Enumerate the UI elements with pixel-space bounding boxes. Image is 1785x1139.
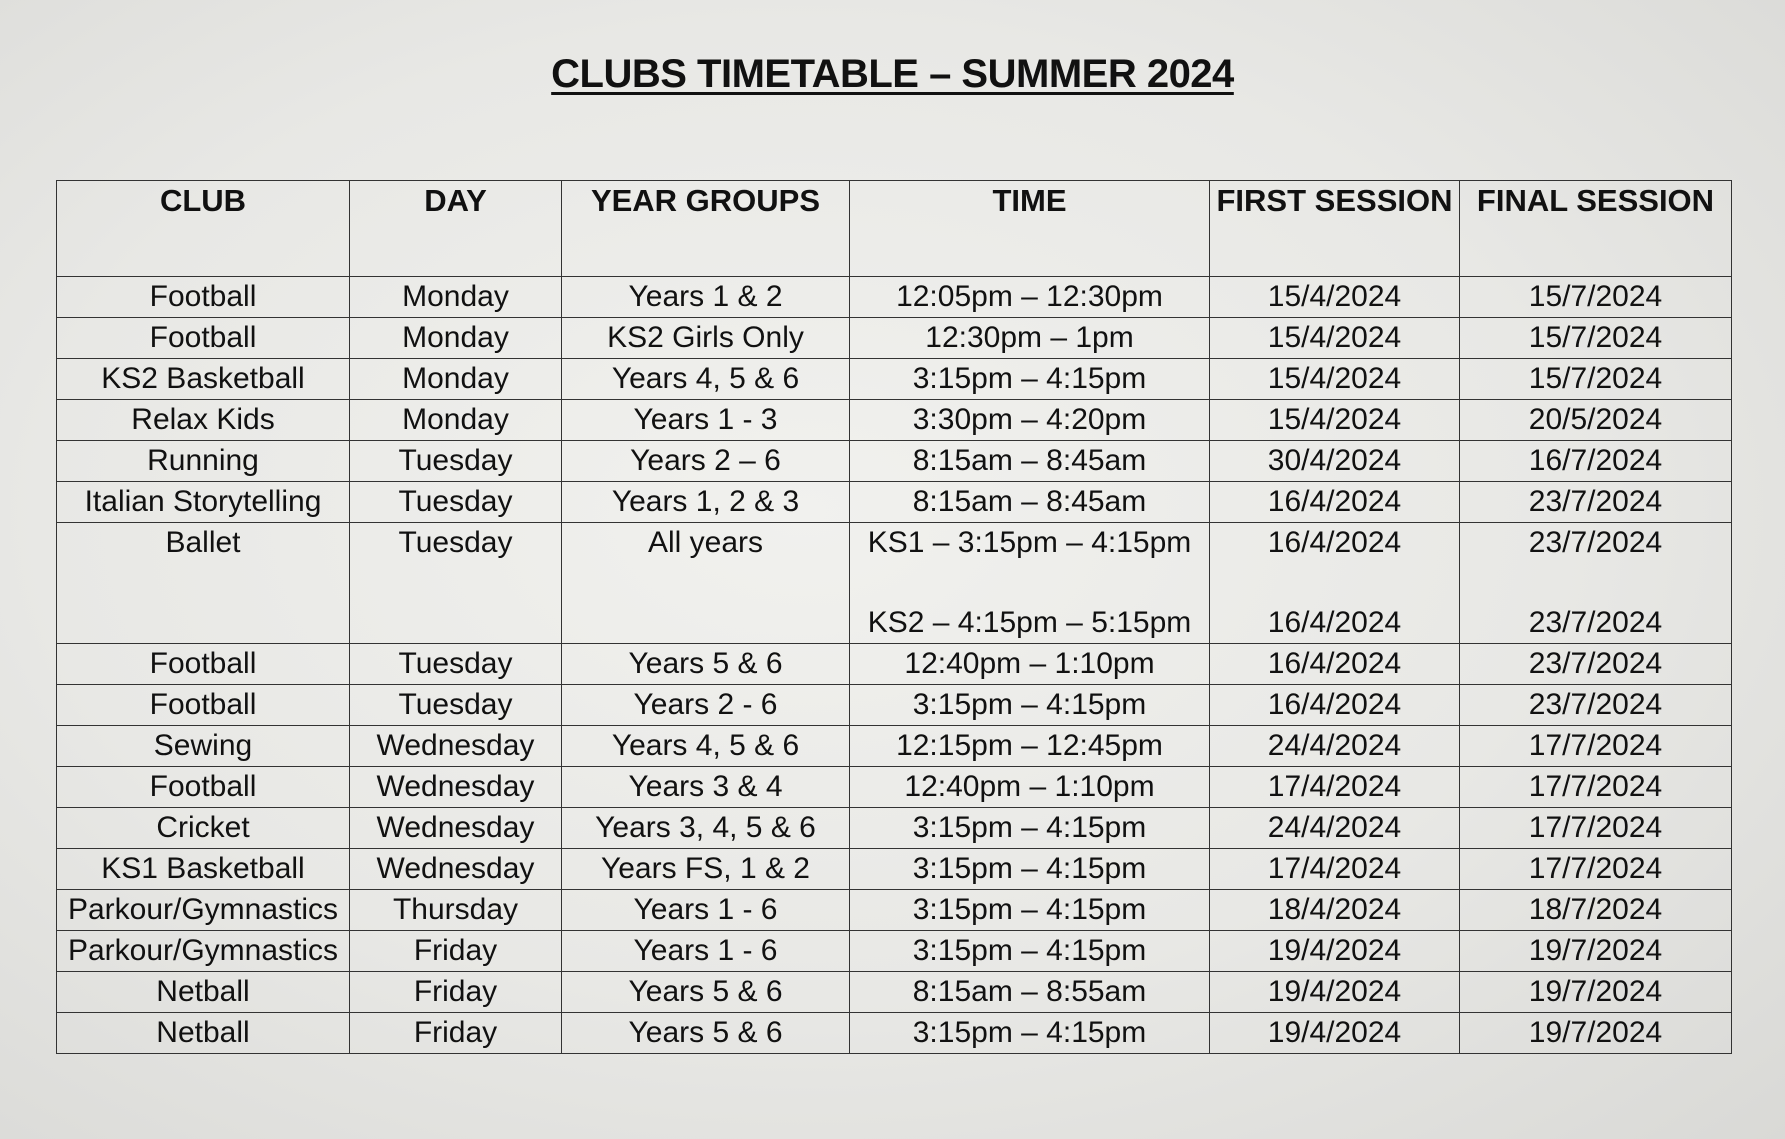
- cell-time: 3:30pm – 4:20pm: [850, 400, 1210, 441]
- cell-final-session: 18/7/2024: [1460, 890, 1732, 931]
- ballet-day: Tuesday: [398, 526, 513, 559]
- cell-day: Thursday: [350, 890, 562, 931]
- cell-day: Tuesday: [350, 482, 562, 523]
- cell-year-groups: Years 1 - 3: [562, 400, 850, 441]
- ballet-time-ks2: KS2 – 4:15pm – 5:15pm: [867, 606, 1192, 639]
- cell-club: Netball: [57, 972, 350, 1013]
- cell-time: 12:30pm – 1pm: [850, 318, 1210, 359]
- cell-day: Tuesday: [350, 685, 562, 726]
- cell-club: Netball: [57, 1013, 350, 1054]
- cell-final-session: 15/7/2024: [1460, 318, 1732, 359]
- cell-club: Parkour/Gymnastics: [57, 931, 350, 972]
- table-row: [57, 644, 1732, 685]
- table-row: [57, 808, 1732, 849]
- cell-year-groups: [562, 523, 850, 644]
- cell-final-session: 23/7/2024: [1460, 685, 1732, 726]
- ballet-final-ks1: 23/7/2024: [1528, 526, 1663, 559]
- cell-time: 3:15pm – 4:15pm: [850, 931, 1210, 972]
- table-row: [57, 767, 1732, 808]
- cell-first-session: 15/4/2024: [1210, 318, 1460, 359]
- cell-club: Football: [57, 767, 350, 808]
- table-row: [57, 849, 1732, 890]
- page-title: CLUBS TIMETABLE – SUMMER 2024: [551, 52, 1234, 96]
- cell-final-session: 19/7/2024: [1460, 931, 1732, 972]
- cell-day: Wednesday: [350, 767, 562, 808]
- cell-day: Tuesday: [350, 644, 562, 685]
- cell-day: [350, 523, 562, 644]
- cell-club: Football: [57, 685, 350, 726]
- cell-year-groups: Years 1 - 6: [562, 931, 850, 972]
- ballet-club: Ballet: [165, 526, 241, 559]
- cell-year-groups: KS2 Girls Only: [562, 318, 850, 359]
- cell-day: Monday: [350, 318, 562, 359]
- cell-year-groups: Years 2 - 6: [562, 685, 850, 726]
- cell-first-session: [1210, 523, 1460, 644]
- cell-first-session: 15/4/2024: [1210, 400, 1460, 441]
- cell-time: 3:15pm – 4:15pm: [850, 890, 1210, 931]
- cell-day: Friday: [350, 972, 562, 1013]
- cell-final-session: 23/7/2024: [1460, 482, 1732, 523]
- table-row: [57, 972, 1732, 1013]
- cell-time: 3:15pm – 4:15pm: [850, 808, 1210, 849]
- cell-year-groups: Years 5 & 6: [562, 1013, 850, 1054]
- cell-day: Wednesday: [350, 849, 562, 890]
- cell-first-session: 15/4/2024: [1210, 277, 1460, 318]
- table-row: [57, 318, 1732, 359]
- cell-first-session: 16/4/2024: [1210, 685, 1460, 726]
- table-row: [57, 482, 1732, 523]
- header-day: DAY: [350, 181, 562, 277]
- cell-day: Monday: [350, 359, 562, 400]
- table-row: [57, 1013, 1732, 1054]
- cell-first-session: 24/4/2024: [1210, 808, 1460, 849]
- cell-final-session: 17/7/2024: [1460, 808, 1732, 849]
- table-row: [57, 359, 1732, 400]
- header-row: [57, 181, 1732, 277]
- cell-year-groups: Years 3, 4, 5 & 6: [562, 808, 850, 849]
- table-row: [57, 400, 1732, 441]
- cell-time: 8:15am – 8:55am: [850, 972, 1210, 1013]
- cell-year-groups: Years 3 & 4: [562, 767, 850, 808]
- cell-first-session: 16/4/2024: [1210, 482, 1460, 523]
- cell-year-groups: Years 5 & 6: [562, 972, 850, 1013]
- cell-final-session: 15/7/2024: [1460, 359, 1732, 400]
- cell-first-session: 15/4/2024: [1210, 359, 1460, 400]
- cell-day: Friday: [350, 931, 562, 972]
- cell-club: Italian Storytelling: [57, 482, 350, 523]
- cell-year-groups: Years 1, 2 & 3: [562, 482, 850, 523]
- header-final-session: FINAL SESSION: [1460, 181, 1732, 277]
- table-row-ballet: [57, 523, 1732, 644]
- cell-year-groups: Years 4, 5 & 6: [562, 726, 850, 767]
- cell-day: Tuesday: [350, 441, 562, 482]
- cell-time: 8:15am – 8:45am: [850, 441, 1210, 482]
- cell-final-session: 20/5/2024: [1460, 400, 1732, 441]
- cell-time: 8:15am – 8:45am: [850, 482, 1210, 523]
- cell-first-session: 24/4/2024: [1210, 726, 1460, 767]
- cell-first-session: 17/4/2024: [1210, 849, 1460, 890]
- cell-club: KS1 Basketball: [57, 849, 350, 890]
- cell-final-session: 19/7/2024: [1460, 972, 1732, 1013]
- cell-time: 12:15pm – 12:45pm: [850, 726, 1210, 767]
- cell-club: Running: [57, 441, 350, 482]
- cell-final-session: 19/7/2024: [1460, 1013, 1732, 1054]
- ballet-first-ks2: 16/4/2024: [1267, 606, 1402, 639]
- cell-first-session: 16/4/2024: [1210, 644, 1460, 685]
- cell-first-session: 17/4/2024: [1210, 767, 1460, 808]
- cell-year-groups: Years 5 & 6: [562, 644, 850, 685]
- cell-day: Monday: [350, 400, 562, 441]
- cell-year-groups: Years 1 - 6: [562, 890, 850, 931]
- header-club: CLUB: [57, 181, 350, 277]
- cell-time: 12:05pm – 12:30pm: [850, 277, 1210, 318]
- cell-first-session: 18/4/2024: [1210, 890, 1460, 931]
- cell-first-session: 19/4/2024: [1210, 1013, 1460, 1054]
- cell-club: Football: [57, 318, 350, 359]
- cell-final-session: 17/7/2024: [1460, 726, 1732, 767]
- cell-year-groups: Years 4, 5 & 6: [562, 359, 850, 400]
- cell-final-session: 17/7/2024: [1460, 849, 1732, 890]
- clubs-timetable: [56, 180, 1732, 1054]
- spacer: [854, 563, 1205, 603]
- ballet-years: All years: [647, 526, 764, 559]
- spacer: [1214, 563, 1455, 603]
- cell-first-session: 19/4/2024: [1210, 972, 1460, 1013]
- cell-time: 3:15pm – 4:15pm: [850, 849, 1210, 890]
- cell-club: Parkour/Gymnastics: [57, 890, 350, 931]
- ballet-first-ks1: 16/4/2024: [1267, 526, 1402, 559]
- table-row: [57, 277, 1732, 318]
- cell-day: Monday: [350, 277, 562, 318]
- cell-club: KS2 Basketball: [57, 359, 350, 400]
- header-first-session: FIRST SESSION: [1210, 181, 1460, 277]
- cell-day: Friday: [350, 1013, 562, 1054]
- cell-final-session: 16/7/2024: [1460, 441, 1732, 482]
- cell-year-groups: Years 1 & 2: [562, 277, 850, 318]
- cell-club: Football: [57, 644, 350, 685]
- cell-club: Relax Kids: [57, 400, 350, 441]
- table-row: [57, 726, 1732, 767]
- ballet-final-ks2: 23/7/2024: [1528, 606, 1663, 639]
- cell-club: [57, 523, 350, 644]
- cell-day: Wednesday: [350, 726, 562, 767]
- cell-year-groups: Years FS, 1 & 2: [562, 849, 850, 890]
- spacer: [1464, 563, 1727, 603]
- cell-first-session: 30/4/2024: [1210, 441, 1460, 482]
- cell-time: 3:15pm – 4:15pm: [850, 1013, 1210, 1054]
- cell-time: 12:40pm – 1:10pm: [850, 644, 1210, 685]
- cell-final-session: 23/7/2024: [1460, 644, 1732, 685]
- cell-club: Sewing: [57, 726, 350, 767]
- cell-time: 3:15pm – 4:15pm: [850, 685, 1210, 726]
- cell-time: [850, 523, 1210, 644]
- table-row: [57, 890, 1732, 931]
- cell-final-session: 17/7/2024: [1460, 767, 1732, 808]
- cell-first-session: 19/4/2024: [1210, 931, 1460, 972]
- cell-final-session: [1460, 523, 1732, 644]
- cell-club: Cricket: [57, 808, 350, 849]
- header-time: TIME: [850, 181, 1210, 277]
- table-row: [57, 685, 1732, 726]
- cell-time: 3:15pm – 4:15pm: [850, 359, 1210, 400]
- table-row: [57, 441, 1732, 482]
- table-row: [57, 931, 1732, 972]
- ballet-time-ks1: KS1 – 3:15pm – 4:15pm: [867, 526, 1192, 559]
- cell-day: Wednesday: [350, 808, 562, 849]
- cell-year-groups: Years 2 – 6: [562, 441, 850, 482]
- cell-final-session: 15/7/2024: [1460, 277, 1732, 318]
- cell-time: 12:40pm – 1:10pm: [850, 767, 1210, 808]
- header-year-groups: YEAR GROUPS: [562, 181, 850, 277]
- cell-club: Football: [57, 277, 350, 318]
